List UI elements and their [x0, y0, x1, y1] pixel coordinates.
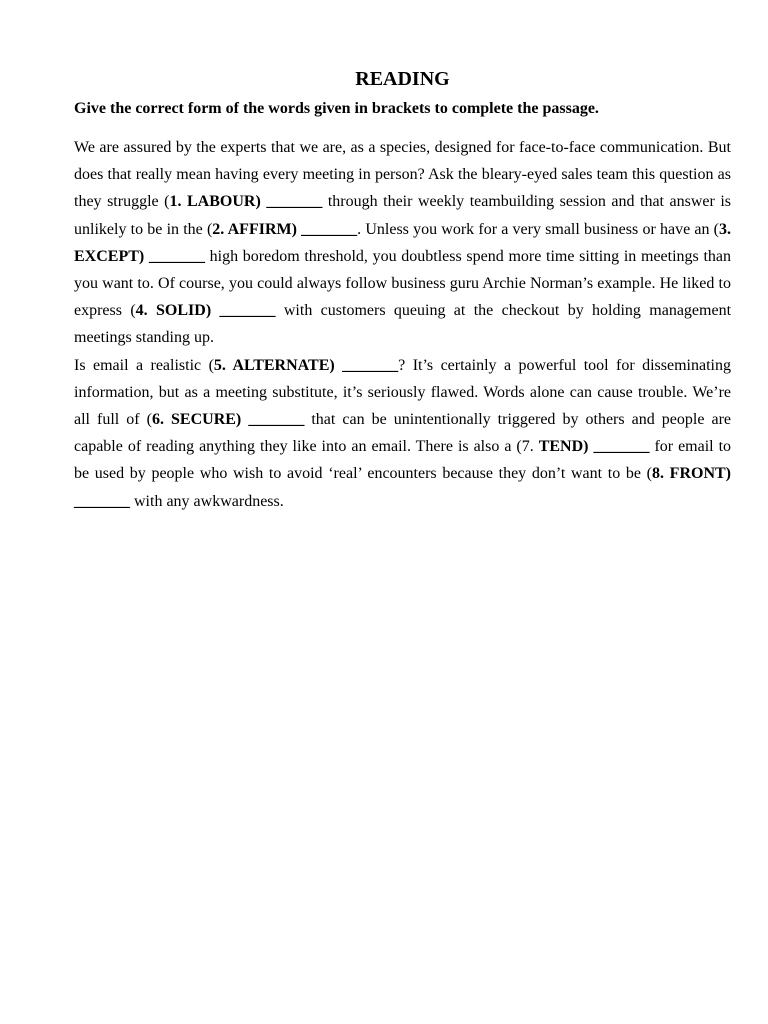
passage-paragraph-1 — [74, 134, 731, 352]
answer-blank: _______ — [148, 247, 205, 265]
passage-text — [211, 302, 219, 319]
answer-blank: _______ — [248, 411, 305, 429]
passage-text: ? It’s certainly a powerful tool for disseminating information, but as a meeting substitute, it’s seriously flawed. Words alone can cause trouble. We’re all full of ( — [74, 356, 731, 429]
passage-text: Is email a realistic ( — [74, 356, 214, 374]
word-prompt: 6. SECURE) — [151, 411, 242, 429]
passage-text: We are assured by the experts that we are, as a species, designed for face-to-face communication. But does that really mean having every meeting in person? Ask the bleary-eyed sales team this question as they struggle ( — [74, 139, 731, 211]
passage-text: through their weekly teambuilding session and that answer is unlikely to be in the ( — [74, 193, 732, 238]
document-page — [74, 66, 731, 515]
answer-blank: _______ — [74, 492, 130, 510]
word-prompt: 8. FRONT) — [652, 465, 731, 483]
passage-text: for email to be used by people who wish to avoid ‘real’ encounters because they don’t want to be ( — [74, 438, 732, 483]
answer-blank: _______ — [342, 356, 399, 374]
word-prompt: 3. EXCEPT) — [74, 220, 731, 265]
word-prompt: 1. LABOUR) — [169, 193, 261, 211]
passage-paragraph-2 — [74, 352, 731, 515]
answer-blank: _______ — [301, 220, 358, 238]
instruction-text: Give the correct form of the words given in brackets to complete the passage. — [74, 100, 599, 117]
page-title: READING — [355, 68, 450, 90]
answer-blank: _______ — [593, 438, 650, 456]
passage-text: high boredom threshold, you doubtless spend more time sitting in meetings than you want to. Of course, you could always follow business guru Archie Norman’s example. He liked to express ( — [74, 247, 732, 320]
word-prompt: TEND) — [538, 438, 589, 456]
answer-blank: _______ — [219, 302, 276, 320]
passage-text: . Unless you work for a very small business or have an ( — [357, 220, 719, 238]
passage-text: with customers queuing at the checkout by holding management meetings standing up. — [74, 302, 732, 347]
passage — [74, 134, 731, 515]
answer-blank: _______ — [266, 193, 323, 211]
word-prompt: 2. AFFIRM) — [212, 220, 297, 238]
word-prompt: 4. SOLID) — [135, 302, 212, 320]
passage-text: that can be unintentionally triggered by others and people are capable of reading anything they like into an email. There is also a (7. — [74, 411, 732, 456]
word-prompt: 5. ALTERNATE) — [213, 356, 335, 374]
passage-text: with any awkwardness. — [130, 492, 284, 510]
